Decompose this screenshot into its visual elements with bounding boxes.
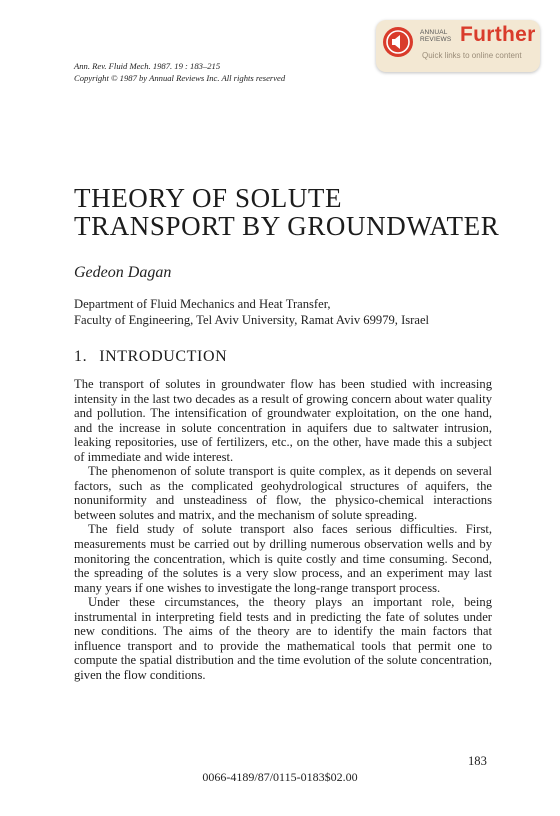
citation-line-2: Copyright © 1987 by Annual Reviews Inc. All rights reserved xyxy=(74,73,286,83)
speaker-icon xyxy=(382,26,414,58)
paragraph: Under these circumstances, the theory plays an important role, being instrumental in interpreting field tests and in predicting the fate of solutes under new conditions. The aims of the theory are to identify the main factors that influence transport and to provide the mathematical tools that permit one to compute the spatial distribution and the time evolution of the solute concentration, given the flow conditions. xyxy=(74,595,492,682)
body-text xyxy=(74,377,492,682)
annual-reviews-wordmark: ANNUAL REVIEWS xyxy=(420,29,452,43)
section-number: 1. xyxy=(74,348,88,365)
author-name: Gedeon Dagan xyxy=(74,264,172,281)
journal-citation xyxy=(74,60,285,84)
citation-line-1: Ann. Rev. Fluid Mech. 1987. 19 : 183–215 xyxy=(74,61,221,71)
author-affiliation xyxy=(74,296,429,328)
affiliation-line-2: Faculty of Engineering, Tel Aviv University, Ramat Aviv 69979, Israel xyxy=(74,313,430,327)
further-label: Further xyxy=(460,23,536,46)
paragraph: The field study of solute transport also faces serious difficulties. First, measurements must be carried out by drilling numerous observation wells and by monitoring the concentration, which is quite costly and time consuming. Second, the spreading of the solutes is a very slow process, and an experiment may last many years if one wishes to investigate the long-range transport process. xyxy=(74,522,492,595)
page-number: 183 xyxy=(468,754,487,768)
affiliation-line-1: Department of Fluid Mechanics and Heat Transfer, xyxy=(74,297,331,311)
title-line-1: THEORY OF SOLUTE xyxy=(74,183,343,213)
paragraph: The transport of solutes in groundwater flow has been studied with increasing intensity in the last two decades as a result of growing concern about water quality and pollution. The intensification of groundwater exploitation, on the one hand, and the increase in solute concentration in aquifers due to saltwater intrusion, leaking repositories, use of fertilizers, etc., on the other, have made this a subject of immediate and wide interest. xyxy=(74,377,492,464)
further-badge[interactable] xyxy=(376,20,540,72)
section-heading xyxy=(74,348,227,366)
title-line-2: TRANSPORT BY GROUNDWATER xyxy=(74,211,500,241)
article-title xyxy=(74,184,499,240)
paragraph: The phenomenon of solute transport is quite complex, as it depends on several factors, such as the complicated geohydrological structures of aquifers, the nonuniformity and unsteadiness of flow, the physico-chemical interactions between solutes and matrix, and the mechanism of solute spreading. xyxy=(74,464,492,522)
footer-code: 0066-4189/87/0115-0183$02.00 xyxy=(202,770,358,784)
section-title: INTRODUCTION xyxy=(99,348,228,365)
further-tagline: Quick links to online content xyxy=(422,51,522,60)
